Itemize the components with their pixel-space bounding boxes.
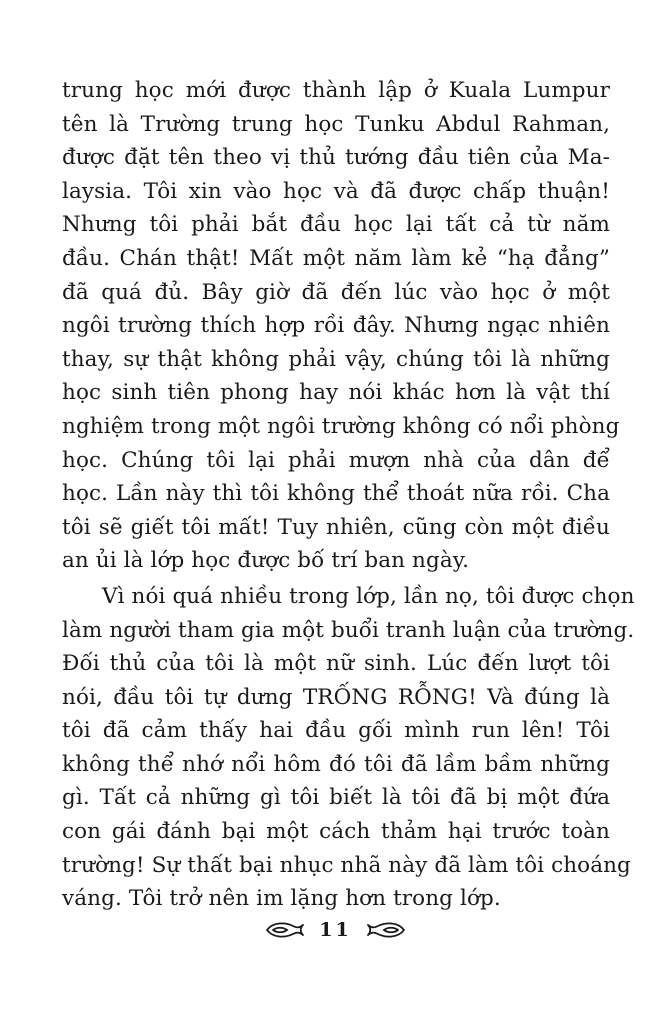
text-line: trường! Sự thất bại nhục nhã này đã làm tôi choáng <box>62 852 631 878</box>
text-line: không thể nhớ nổi hôm đó tôi đã lầm bầm những <box>62 751 610 777</box>
text-line: váng. Tôi trở nên im lặng hơn trong lớp. <box>62 886 501 912</box>
text-line: thay, sự thật không phải vậy, chúng tôi là những <box>62 346 610 372</box>
text-line: tên là Trường trung học Tunku Abdul Rahman, <box>62 111 610 137</box>
text-line: Đối thủ của tôi là một nữ sinh. Lúc đến lượt tôi <box>62 651 610 677</box>
paragraph-2 <box>62 580 635 916</box>
text-line: nghiệm trong một ngôi trường không có nổi phòng <box>62 413 620 439</box>
page-body <box>62 74 635 916</box>
text-line: con gái đánh bại một cách thảm hại trước toàn <box>62 819 610 845</box>
text-line: học. Chúng tôi lại phải mượn nhà của dân để <box>62 447 610 473</box>
text-line: học sinh tiên phong hay nói khác hơn là vật thí <box>62 380 610 406</box>
page-footer <box>0 918 671 942</box>
paragraph-1 <box>62 74 620 578</box>
fish-ornament-icon <box>364 920 408 940</box>
page-number: 11 <box>319 919 352 941</box>
text-line: đã quá đủ. Bây giờ đã đến lúc vào học ở một <box>62 279 610 305</box>
text-line: tôi sẽ giết tôi mất! Tuy nhiên, cũng còn một điều <box>62 514 610 540</box>
fish-ornament-icon <box>263 920 307 940</box>
text-line: tôi đã cảm thấy hai đầu gối mình run lên! Tôi <box>62 718 610 744</box>
text-line: được đặt tên theo vị thủ tướng đầu tiên của Ma- <box>62 145 610 171</box>
text-line: gì. Tất cả những gì tôi biết là tôi đã bị một đứa <box>62 785 610 811</box>
text-line: an ủi là lớp học được bố trí ban ngày. <box>62 548 470 574</box>
text-line: ngôi trường thích hợp rồi đây. Nhưng ngạc nhiên <box>62 313 610 339</box>
text-line: nói, đầu tôi tự dưng TRỐNG RỖNG! Và đúng là <box>62 684 610 710</box>
text-line: học. Lần này thì tôi không thể thoát nữa rồi. Cha <box>62 481 610 507</box>
text-line: laysia. Tôi xin vào học và đã được chấp thuận! <box>62 178 610 204</box>
text-line: đầu. Chán thật! Mất một năm làm kẻ “hạ đẳng” <box>62 245 610 271</box>
text-line: làm người tham gia một buổi tranh luận của trường. <box>62 617 635 643</box>
text-line: Nhưng tôi phải bắt đầu học lại tất cả từ năm <box>62 212 610 238</box>
text-line: Vì nói quá nhiều trong lớp, lần nọ, tôi được chọn <box>102 583 635 609</box>
text-line: trung học mới được thành lập ở Kuala Lumpur <box>62 78 610 103</box>
